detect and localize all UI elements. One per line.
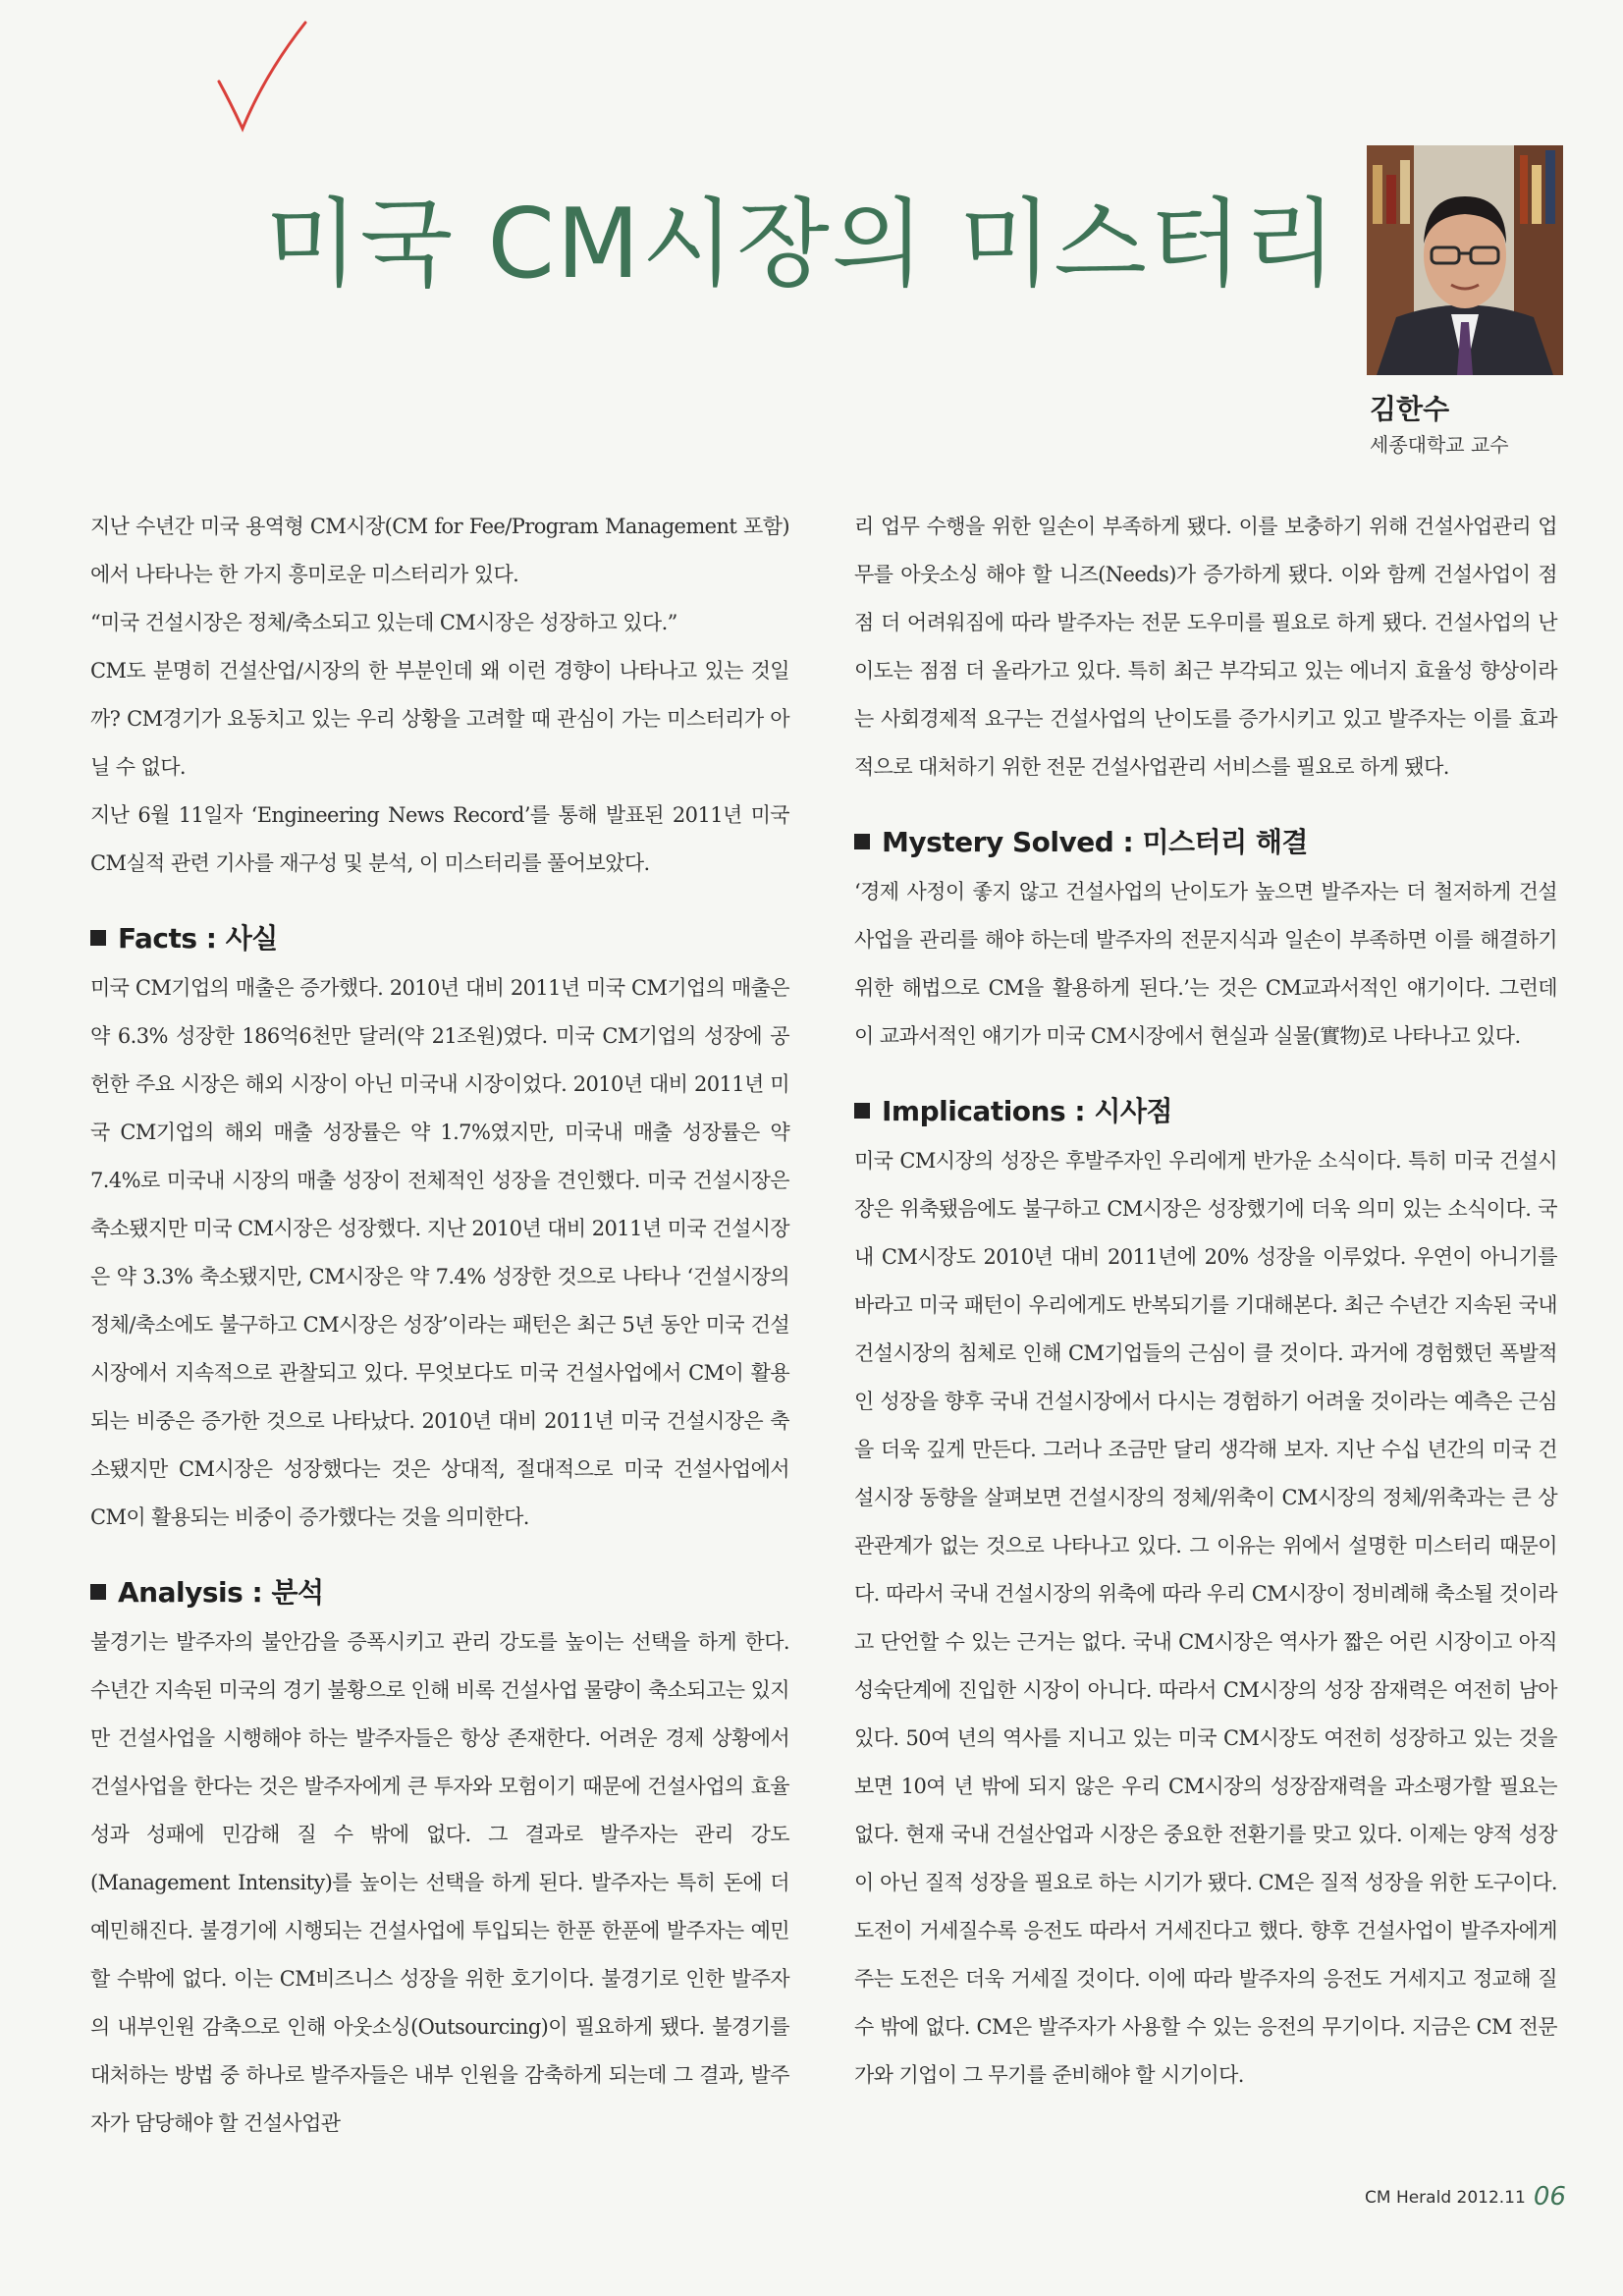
author-name: 김한수 [1370,393,1450,425]
intro-paragraph: 지난 수년간 미국 용역형 CM시장(CM for Fee/Program Management 포함)에서 나타나는 한 가지 흥미로운 미스터리가 있다. [90,515,789,586]
author-photo [1367,145,1563,375]
implications-heading: Implications : 시사점 [854,1086,1557,1137]
facts-body: 미국 CM기업의 매출은 증가했다. 2010년 대비 2011년 미국 CM기업의 매출은 약 6.3% 성장한 186억6천만 달러(약 21조원)였다. 미국 CM기업의 성장에 공헌한 주요 시장은 해외 시장이 아닌 미국내 시장이었다. 2010년 대비 2011년 미국 CM기업의 해외 매출 성장률은 약 1.7%였지만, 미국내 매출 성장률은 약 7.4%로 미국내 시장의 매출 성장이 전체적인 성장을 견인했다. 미국 건설시장은 축소됐지만 미국 CM시장은 성장했다. 지난 2010년 대비 2011년 미국 건설시장은 약 3.3% 축소됐지만, CM시장은 약 7.4% 성장한 것으로 나타나 ‘건설시장의 정체/축소에도 불구하고 CM시장은 성장’이라는 패턴은 최근 5년 동안 미국 건설시장에서 지속적으로 관찰되고 있다. 무엇보다도 미국 건설사업에서 CM이 활용되는 비중은 증가한 것으로 나타났다. 2010년 대비 2011년 미국 건설시장은 축소됐지만 CM시장은 성장했다는 것은 상대적, 절대적으로 미국 건설사업에서 CM이 활용되는 비중이 증가했다는 것을 의미한다. [90,976,789,1529]
page-number: 06 [1533,2182,1566,2212]
intro-paragraph: 지난 6월 11일자 ‘Engineering News Record’를 통해 발표된 2011년 미국 CM실적 관련 기사를 재구성 및 분석, 이 미스터리를 풀어보았다. [90,803,789,875]
continued-paragraph: 리 업무 수행을 위한 일손이 부족하게 됐다. 이를 보충하기 위해 건설사업관리 업무를 아웃소싱 해야 할 니즈(Needs)가 증가하게 됐다. 이와 함께 건설사업이 점점 더 어려워짐에 따라 발주자는 전문 도우미를 필요로 하게 됐다. 건설사업의 난이도는 점점 더 올라가고 있다. 특히 최근 부각되고 있는 에너지 효율성 향상이라는 사회경제적 요구는 건설사업의 난이도를 증가시키고 있고 발주자는 이를 효과적으로 대처하기 위한 전문 건설사업관리 서비스를 필요로 하게 됐다. [854,515,1557,779]
square-bullet-icon [854,1103,870,1119]
analysis-body: 불경기는 발주자의 불안감을 증폭시키고 관리 강도를 높이는 선택을 하게 한다. 수년간 지속된 미국의 경기 불황으로 인해 비록 건설사업 물량이 축소되고는 있지만 건설사업을 시행해야 하는 발주자들은 항상 존재한다. 어려운 경제 상황에서 건설사업을 한다는 것은 발주자에게 큰 투자와 모험이기 때문에 건설사업의 효율성과 성패에 민감해 질 수 밖에 없다. 그 결과로 발주자는 관리 강도(Management Intensity)를 높이는 선택을 하게 된다. 발주자는 특히 돈에 더 예민해진다. 불경기에 시행되는 건설사업에 투입되는 한푼 한푼에 발주자는 예민할 수밖에 없다. 이는 CM비즈니스 성장을 위한 호기이다. 불경기로 인한 발주자의 내부인원 감축으로 인해 아웃소싱(Outsourcing)이 필요하게 됐다. 불경기를 대처하는 방법 중 하나로 발주자들은 내부 인원을 감축하게 되는데 그 결과, 발주자가 담당해야 할 건설사업관 [90,1630,789,2135]
square-bullet-icon [90,1584,106,1600]
intro-paragraph: CM도 분명히 건설산업/시장의 한 부분인데 왜 이런 경향이 나타나고 있는 것일까? CM경기가 요동치고 있는 우리 상황을 고려할 때 관심이 가는 미스터리가 아닐 수 없다. [90,659,789,779]
mystery-solved-heading: Mystery Solved : 미스터리 해결 [854,817,1557,868]
mystery-solved-body: ‘경제 사정이 좋지 않고 건설사업의 난이도가 높으면 발주자는 더 철저하게 건설사업을 관리를 해야 하는데 발주자의 전문지식과 일손이 부족하면 이를 해결하기 위한 해법으로 CM을 활용하게 된다.’는 것은 CM교과서적인 얘기이다. 그런데 이 교과서적인 얘기가 미국 CM시장에서 현실과 실물(實物)로 나타나고 있다. [854,880,1557,1048]
page-title: 미국 CM시장의 미스터리 [265,189,1339,301]
analysis-heading: Analysis : 분석 [90,1567,789,1618]
left-column [90,503,789,2148]
square-bullet-icon [854,834,870,849]
right-column [854,503,1557,2100]
author-affiliation: 세종대학교 교수 [1370,433,1509,457]
facts-heading: Facts : 사실 [90,913,789,964]
square-bullet-icon [90,930,106,946]
implications-body: 미국 CM시장의 성장은 후발주자인 우리에게 반가운 소식이다. 특히 미국 건설시장은 위축됐음에도 불구하고 CM시장은 성장했기에 더욱 의미 있는 소식이다. 국내 CM시장도 2010년 대비 2011년에 20% 성장을 이루었다. 우연이 아니기를 바라고 미국 패턴이 우리에게도 반복되기를 기대해본다. 최근 수년간 지속된 국내 건설시장의 침체로 인해 CM기업들의 근심이 클 것이다. 과거에 경험했던 폭발적인 성장을 향후 국내 건설시장에서 다시는 경험하기 어려울 것이라는 예측은 근심을 더욱 깊게 만든다. 그러나 조금만 달리 생각해 보자. 지난 수십 년간의 미국 건설시장 동향을 살펴보면 건설시장의 정체/위축이 CM시장의 정체/위축과는 큰 상관관계가 없는 것으로 나타나고 있다. 그 이유는 위에서 설명한 미스터리 때문이다. 따라서 국내 건설시장의 위축에 따라 우리 CM시장이 정비례해 축소될 것이라고 단언할 수 있는 근거는 없다. 국내 CM시장은 역사가 짧은 어린 시장이고 아직 성숙단계에 진입한 시장이 아니다. 따라서 CM시장의 성장 잠재력은 여전히 남아있다. 50여 년의 역사를 지니고 있는 미국 CM시장도 여전히 성장하고 있는 것을 보면 10여 년 밖에 되지 않은 우리 CM시장의 성장잠재력을 과소평가할 필요는 없다. 현재 국내 건설산업과 시장은 중요한 전환기를 맞고 있다. 이제는 양적 성장이 아닌 질적 성장을 필요로 하는 시기가 됐다. CM은 질적 성장을 위한 도구이다. 도전이 거세질수록 응전도 따라서 거세진다고 했다. 향후 건설사업이 발주자에게 주는 도전은 더욱 거세질 것이다. 이에 따라 발주자의 응전도 거세지고 정교해 질 수 밖에 없다. CM은 발주자가 사용할 수 있는 응전의 무기이다. 지금은 CM 전문가와 기업이 그 무기를 준비해야 할 시기이다. [854,1149,1557,2087]
intro-quote: “미국 건설시장은 정체/축소되고 있는데 CM시장은 성장하고 있다.” [90,611,677,634]
red-checkmark-icon [211,15,319,133]
page-footer [1365,2182,1566,2212]
magazine-issue: CM Herald 2012.11 [1365,2188,1526,2208]
